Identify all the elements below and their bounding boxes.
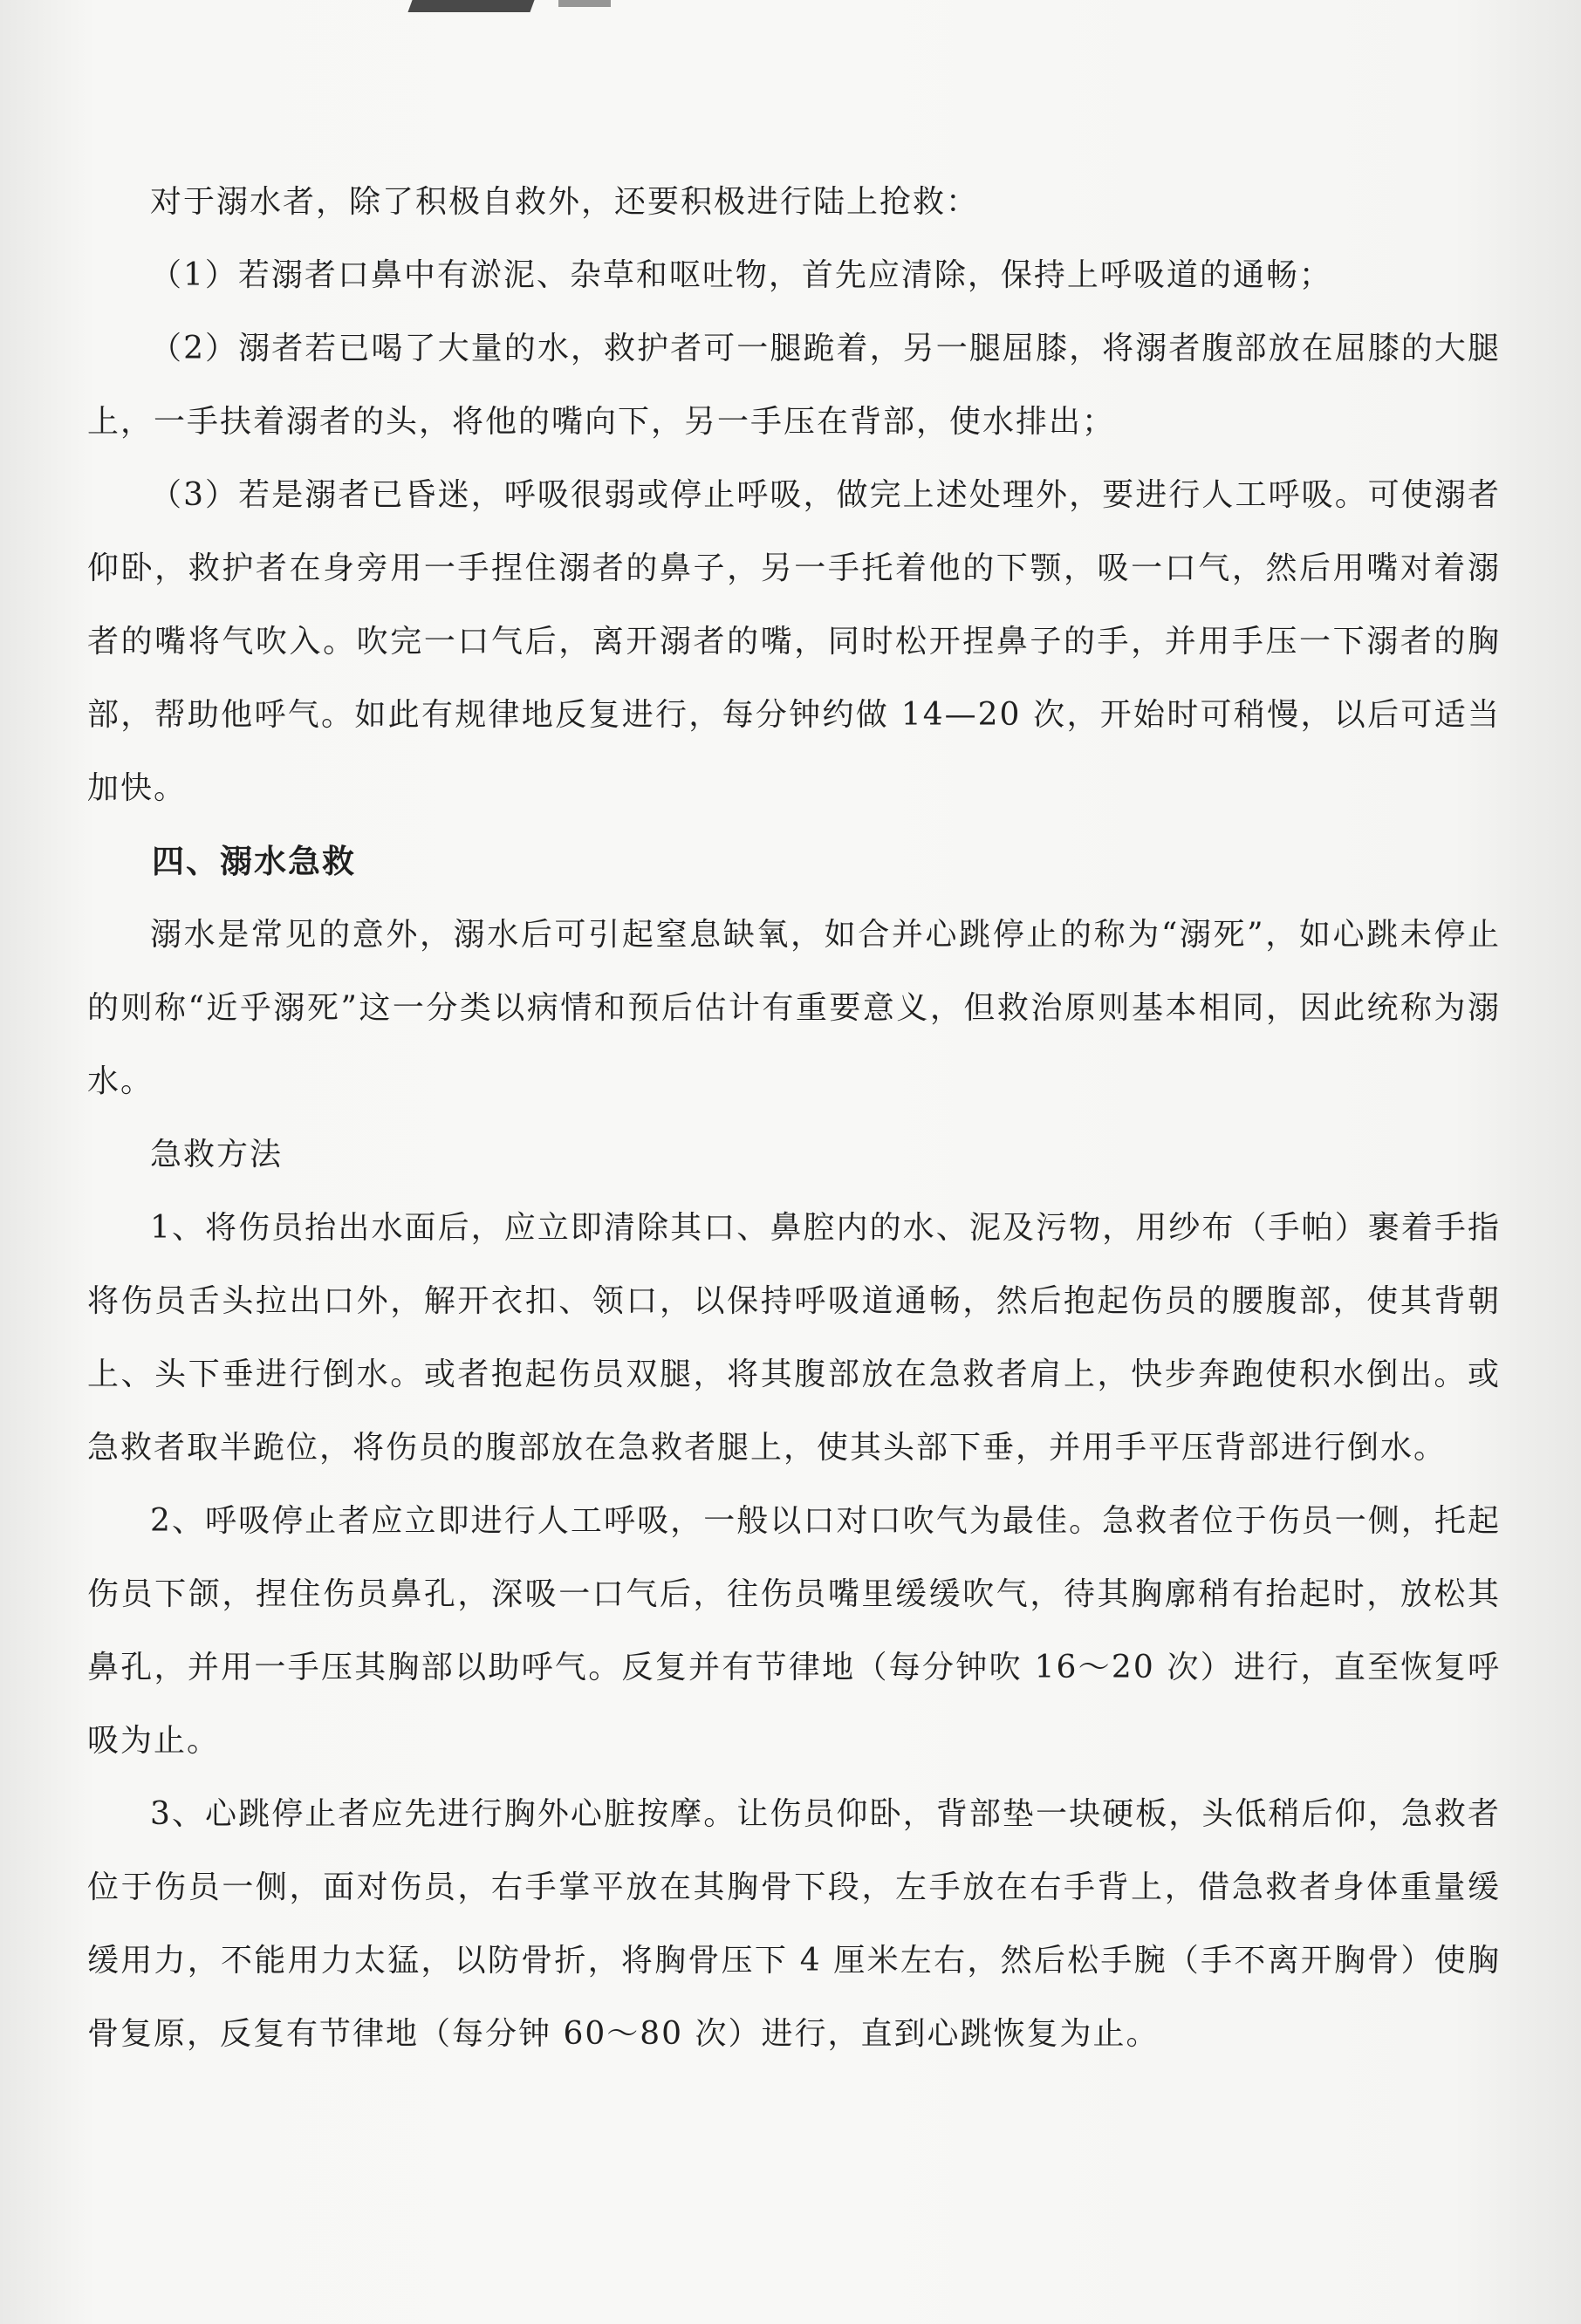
paragraph-drowning-definition: 溺水是常见的意外，溺水后可引起窒息缺氧，如合并心跳停止的称为“溺死”，如心跳未停止的则称“近乎溺死”这一分类以病情和预后估计有重要意义，但救治原则基本相同，因此统称为溺水。	[87, 917, 1501, 1099]
paragraph-rescue-intro: 对于溺水者，除了积极自救外，还要积极进行陆上抢救：	[150, 184, 980, 220]
scan-edge-mark-small	[558, 0, 611, 7]
paragraph-method-3: 3、心跳停止者应先进行胸外心脏按摩。让伤员仰卧，背部垫一块硬板，头低稍后仰，急救者位于伤员一侧，面对伤员，右手掌平放在其胸骨下段，左手放在右手背上，借急救者身体重量缓缓用力，不能用力太猛，以防骨折，将胸骨压下 4 厘米左右，然后松手腕（手不离开胸骨）使胸骨复原，反复有节律地（每分钟 60～80 次）进行，直到心跳恢复为止。	[87, 1796, 1501, 2052]
paragraph-step-drain-water: （2）溺者若已喝了大量的水，救护者可一腿跪着，另一腿屈膝，将溺者腹部放在屈膝的大腿上，一手扶着溺者的头，将他的嘴向下，另一手压在背部，使水排出；	[87, 331, 1501, 440]
paragraph-method-2: 2、呼吸停止者应立即进行人工呼吸，一般以口对口吹气为最佳。急救者位于伤员一侧，托起伤员下颌，捏住伤员鼻孔，深吸一口气后，往伤员嘴里缓缓吹气，待其胸廓稍有抬起时，放松其鼻孔，并用一手压其胸部以助呼气。反复并有节律地（每分钟吹 16～20 次）进行，直至恢复呼吸为止。	[87, 1503, 1501, 1759]
paragraph-step-artificial-respiration: （3）若是溺者已昏迷，呼吸很弱或停止呼吸，做完上述处理外，要进行人工呼吸。可使溺者仰卧，救护者在身旁用一手捏住溺者的鼻子，另一手托着他的下颚，吸一口气，然后用嘴对着溺者的嘴将气吹入。吹完一口气后，离开溺者的嘴，同时松开捏鼻子的手，并用手压一下溺者的胸部，帮助他呼气。如此有规律地反复进行，每分钟约做 14—20 次，开始时可稍慢，以后可适当加快。	[87, 477, 1501, 806]
document-body	[87, 166, 1501, 2071]
paragraph-step-clear-airway: （1）若溺者口鼻中有淤泥、杂草和呕吐物，首先应清除，保持上呼吸道的通畅；	[150, 257, 1332, 293]
paragraph-method-1: 1、将伤员抬出水面后，应立即清除其口、鼻腔内的水、泥及污物，用纱布（手帕）裹着手指将伤员舌头拉出口外，解开衣扣、领口，以保持呼吸道通畅，然后抱起伤员的腰腹部，使其背朝上、头下垂进行倒水。或者抱起伤员双腿，将其腹部放在急救者肩上，快步奔跑使积水倒出。或急救者取半跪位，将伤员的腹部放在急救者腿上，使其头部下垂，并用手平压背部进行倒水。	[87, 1210, 1501, 1466]
section-heading: 四、溺水急救	[152, 843, 356, 880]
method-label: 急救方法	[150, 1137, 284, 1172]
scan-edge-mark	[407, 0, 534, 12]
